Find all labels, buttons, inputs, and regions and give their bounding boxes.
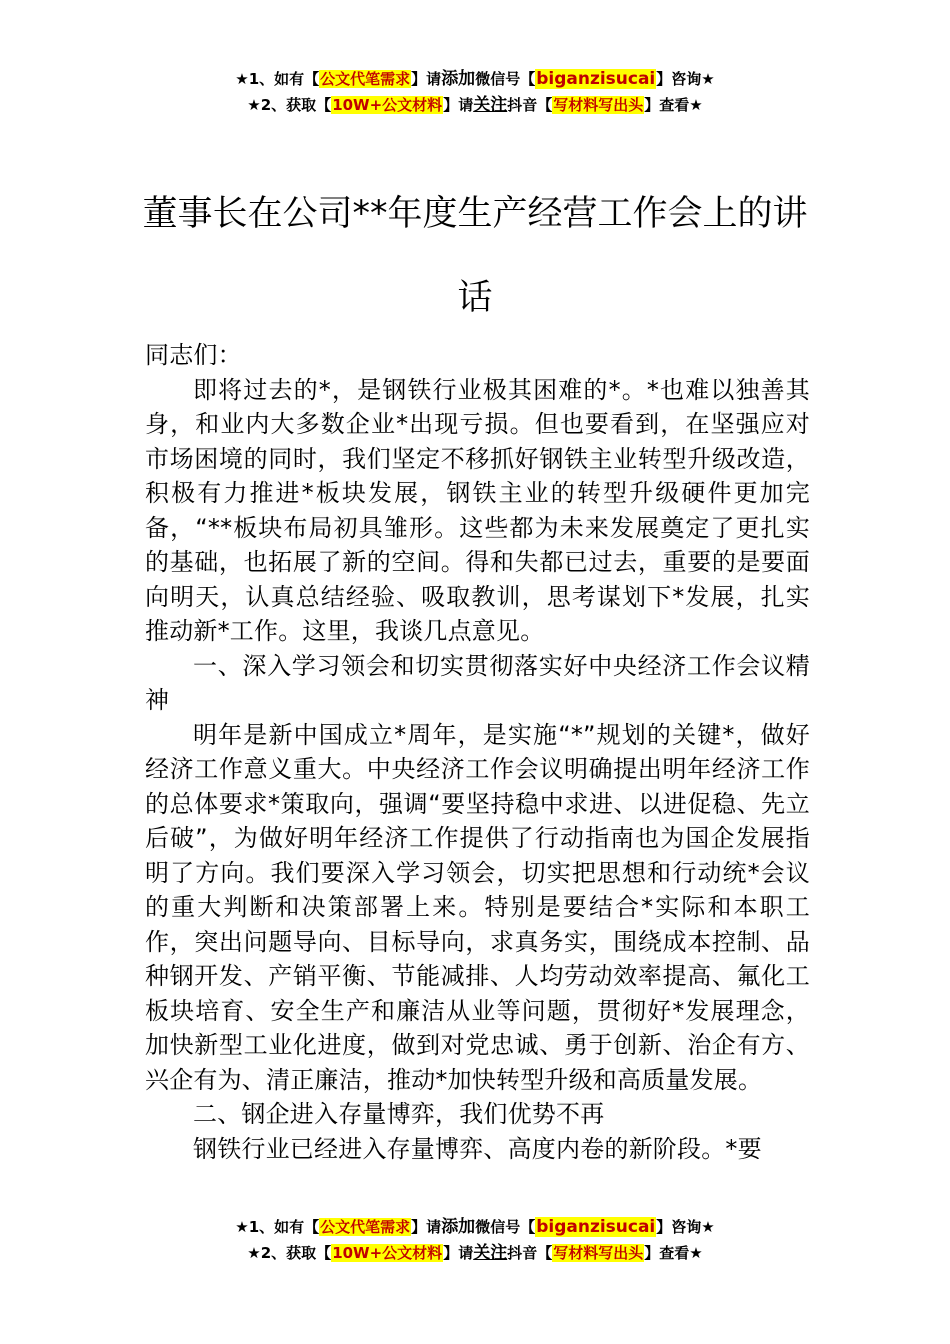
- banner-line-1: [0, 66, 950, 92]
- banner-text: 抖音【: [507, 96, 553, 114]
- document-title: 董事长在公司**年度生产经营工作会上的讲话: [142, 194, 808, 318]
- banner-emphasis: 关注: [473, 1243, 508, 1263]
- paragraph: 明年是新中国成立*周年，是实施“*”规划的关键*，做好经济工作意义重大。中央经济工作会议明确提出明年经济工作的总体要求*策取向，强调“要坚持稳中求进、以进促稳、先立后破”，为做好明年经济工作提供了行动指南也为国企发展指明了方向。我们要深入学习领会，切实把思想和行动统*会议的重大判断和决策部署上来。特别是要结合*实际和本职工作，突出问题导向、目标导向，求真务实，围绕成本控制、品种钢开发、产销平衡、节能减排、人均劳动效率提高、氟化工板块培育、安全生产和廉洁从业等问题，贯彻好*发展理念，加快新型工业化进度，做到对党忠诚、勇于创新、治企有方、兴企有为、清正廉洁，推动*加快转型升级和高质量发展。: [145, 720, 810, 1094]
- banner-text: ★1、如有【: [235, 70, 320, 88]
- banner-emphasis: 关注: [473, 95, 508, 115]
- banner-highlight-wechat-id: biganzisucai: [536, 1217, 656, 1237]
- banner-highlight: 公文代笔需求: [320, 70, 411, 88]
- banner-line-2: [0, 1240, 950, 1266]
- banner-text: 】咨询★: [656, 70, 715, 88]
- banner-text: 】请: [411, 70, 442, 88]
- salutation: 同志们：: [145, 341, 242, 369]
- banner-highlight-douyin: 写材料写出头: [553, 96, 644, 114]
- banner-highlight-wechat-id: biganzisucai: [536, 69, 656, 89]
- header-banner: [0, 66, 950, 118]
- banner-text: 】请: [443, 96, 474, 114]
- banner-emphasis: 添加: [441, 1217, 476, 1237]
- banner-text: 】查看★: [644, 96, 703, 114]
- banner-text: 】查看★: [644, 1244, 703, 1262]
- section-heading: 一、深入学习领会和切实贯彻落实好中央经济工作会议精神: [145, 651, 810, 714]
- footer-banner: [0, 1214, 950, 1266]
- banner-highlight: 10W+公文材料: [332, 1244, 443, 1262]
- banner-highlight-douyin: 写材料写出头: [553, 1244, 644, 1262]
- banner-text: 微信号【: [475, 1218, 536, 1236]
- paragraph: 钢铁行业已经进入存量博弈、高度内卷的新阶段。*要: [193, 1134, 762, 1163]
- section-heading: 二、钢企进入存量博弈，我们优势不再: [193, 1100, 605, 1128]
- banner-text: 】咨询★: [656, 1218, 715, 1236]
- banner-emphasis: 添加: [441, 69, 476, 89]
- banner-text: ★1、如有【: [235, 1218, 320, 1236]
- banner-highlight: 公文代笔需求: [320, 1218, 411, 1236]
- document-body: [145, 338, 810, 1166]
- banner-text: ★2、获取【: [247, 1244, 332, 1262]
- banner-text: 微信号【: [475, 70, 536, 88]
- banner-text: 抖音【: [507, 1244, 553, 1262]
- banner-line-1: [0, 1214, 950, 1240]
- banner-text: 】请: [411, 1218, 442, 1236]
- banner-line-2: [0, 92, 950, 118]
- banner-highlight: 10W+公文材料: [332, 96, 443, 114]
- banner-text: 】请: [443, 1244, 474, 1262]
- paragraph: 即将过去的*，是钢铁行业极其困难的*。*也难以独善其身，和业内大多数企业*出现亏损。但也要看到，在坚强应对市场困境的同时，我们坚定不移抓好钢铁主业转型升级改造，积极有力推进*板块发展，钢铁主业的转型升级硬件更加完备，“**板块布局初具雏形。这些都为未来发展奠定了更扎实的基础，也拓展了新的空间。得和失都已过去，重要的是要面向明天，认真总结经验、吸取教训，思考谋划下*发展，扎实推动新*工作。这里，我谈几点意见。: [145, 375, 810, 645]
- banner-text: ★2、获取【: [247, 96, 332, 114]
